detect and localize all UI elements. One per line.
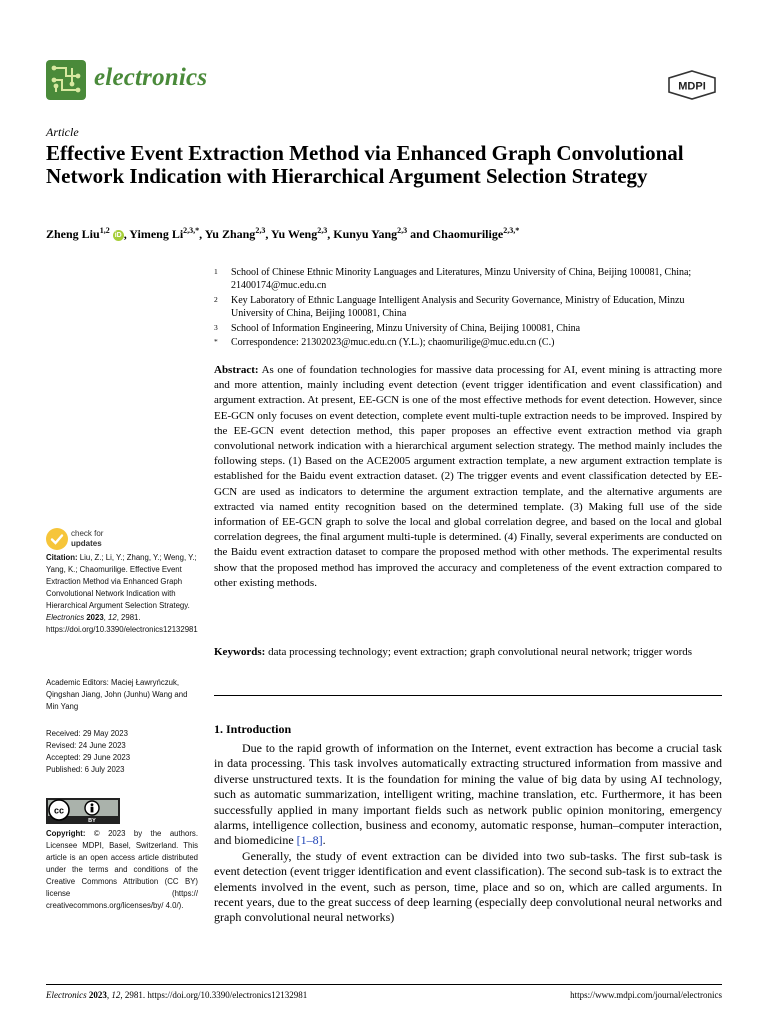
publication-dates xyxy=(46,728,198,776)
author-name: Zheng Liu xyxy=(46,227,100,241)
affiliation-item: 1 School of Chinese Ethnic Minority Languages and Literatures, Minzu University of China, Beijing 100081, China; 21400174@muc.edu.cn xyxy=(214,267,692,292)
article-title: Effective Event Extraction Method via Enhanced Graph Convolutional Network Indication with Hierarchical Argument Selection Strategy xyxy=(46,141,684,188)
affiliation-item: 2 Key Laboratory of Ethnic Language Intelligent Analysis and Security Governance, Ministry of Education, Minzu University of China, Beijing 100081, China xyxy=(214,294,685,320)
author-list: Zheng Liu$^{1,2}$ iD , Yimeng $Li^{2,3,*}$, Yu Zhang$^{2,3}$, Yu Weng$^{2,3}$, Kunyu Yang$^{2,3}$ and Chaomurilige$^{2,3,*}$ xyxy=(46,226,520,241)
author-affiliation-marker: 2,3 xyxy=(317,226,328,235)
paragraph: Due to the rapid growth of information on the Internet, event extraction has become a crucial task in data processing. This task involves automatically extracting structured information from massive and diverse unstructured texts. It is the foundation for mining the value of big data by using AI technology, such as automatic summarization, intelligent writing, machine translation, etc. Furthermore, it has been successfully applied in many important fields such as network public opinion monitoring, emergency alarms, intelligence collection, business and economy, automatic response, human–computer interaction, and biomedicine [1–8]. xyxy=(214,741,722,848)
author-affiliation-marker: 2,3,* xyxy=(183,226,200,235)
author-name: Yu Zhang xyxy=(204,227,256,241)
article-type: Article xyxy=(46,125,79,139)
academic-editors: Academic Editors: Maciej Ławryńczuk, Qingshan Jiang, John (Junhu) Wang and Min Yang xyxy=(46,678,188,711)
author-affiliation-marker: 2,3 xyxy=(397,226,408,235)
paragraph: Generally, the study of event extraction can be divided into two sub-tasks. The first sub-task is event detection (event trigger identification and event classification). The second sub-task is to extract the elements involved in the event, such as person, time, place and so on, which are called arguments. In recent years, due to the great success of deep learning (especially deep convolutional neural networks and graph convolutional neural networks) xyxy=(214,848,722,925)
author-name: Chaomurilige xyxy=(432,227,504,241)
footer-journal-url[interactable]: https://www.mdpi.com/journal/electronics xyxy=(570,990,722,1000)
svg-text:cc: cc xyxy=(53,805,65,816)
orcid-icon[interactable]: iD xyxy=(114,232,122,239)
abstract xyxy=(214,363,722,591)
section-divider xyxy=(214,695,722,696)
affiliation-item: 3 School of Information Engineering, Minzu University of China, Beijing 100081, China xyxy=(214,322,581,334)
journal-name: electronics xyxy=(94,64,208,91)
keywords-text: data processing technology; event extraction; graph convolutional neural network; trigger words xyxy=(268,646,693,658)
date-published: Published: 6 July 2023 xyxy=(46,765,125,774)
footer-citation: Electronics 2023, 12, 2981. https://doi.org/10.3390/electronics12132981 xyxy=(46,990,308,1000)
footer-divider xyxy=(46,984,722,985)
doi-link[interactable]: , 2981. https://doi.org/10.3390/electronics12132981 xyxy=(46,613,198,634)
keywords xyxy=(214,645,722,660)
date-received: Received: 29 May 2023 xyxy=(46,729,128,738)
date-accepted: Accepted: 29 June 2023 xyxy=(46,753,131,762)
mdpi-logo-icon xyxy=(666,70,718,100)
author-name: Yimeng Li xyxy=(129,227,184,241)
abstract-label: Abstract: xyxy=(214,364,259,376)
citation-block: Citation: Liu, Z.; Li, Y.; Zhang, Y.; Weng, Y.; Yang, K.; Chaomurilige. Effective Event Extraction Method via Enhanced Graph Convolutional Network Indication with Hierarchical Argument Selection Strategy. Electronics 2023, 12, 2981. https://doi.org/10.3390/electronics12132981 xyxy=(46,553,198,634)
correspondence: * Correspondence: 21302023@muc.edu.cn (Y.L.); chaomurilige@muc.edu.cn (C.) xyxy=(214,337,555,349)
author-affiliation-marker: 2,3 xyxy=(255,226,266,235)
keywords-label: Keywords: xyxy=(214,646,266,658)
author-affiliation-marker: 1,2 xyxy=(99,226,110,235)
check-updates-icon xyxy=(46,528,68,550)
footer-doi-link[interactable]: , 2981. https://doi.org/10.3390/electronics12132981 xyxy=(120,990,308,1000)
author-name: Kunyu Yang xyxy=(333,227,398,241)
copyright-notice: Copyright: © 2023 by the authors. Licensee MDPI, Basel, Switzerland. This article is an open access article distributed under the terms and conditions of the Creative Commons Attribution (CC BY) license (https:// creativecommons.org/licenses/by/ 4.0/). xyxy=(46,829,198,910)
date-revised: Revised: 24 June 2023 xyxy=(46,741,126,750)
abstract-text: As one of foundation technologies for massive data processing for AI, event mining is attracting more and more attention, mainly including event detection (event trigger identification and event classification) and argument extraction. At present, EE-GCN is one of the most effective methods for event detection. However, since EE-GCN only focuses on event detection, complete event multi-tuple extraction needs to be improved. Inspired by the EE-GCN event detection method, this paper proposes an effective event extraction method via graph convolutional network indication with a hierarchical argument selection strategy. The method mainly includes the following steps. (1) Based on the ACE2005 argument extraction template, a new argument extraction template is established for the Baidu event extraction dataset. (2) The trigger events and event classification detected by EE-GCN are used as indicators to determine the argument extraction template, and the alternative arguments are extracted via named entity recognition based on the determined template. (3) Making full use of the side information of EE-GCN graph to solve the local and global correlation degree, and based on the local and global correlation degrees, the final argument multi-tuple is determined. (4) Finally, several experiments are conducted on the Baidu event extraction dataset to compare the proposed method with other methods. The experimental results show that the proposed method has improved the accuracy and completeness of the event extraction compared to other existing methods. xyxy=(214,364,722,589)
check-for-updates-button[interactable]: check for updates xyxy=(46,528,166,550)
cc-badge-text: BY xyxy=(88,818,96,824)
circuit-board-icon xyxy=(46,60,86,100)
author-affiliation-marker: 2,3,* xyxy=(503,226,520,235)
cc-by-license-icon[interactable] xyxy=(46,798,120,824)
introduction-body xyxy=(214,741,722,926)
author-name: Yu Weng xyxy=(270,227,318,241)
affiliation-list xyxy=(214,266,724,350)
section-heading: 1. Introduction xyxy=(214,722,292,736)
publisher-name: MDPI xyxy=(678,80,706,93)
reference-link[interactable]: [1–8] xyxy=(296,833,323,848)
